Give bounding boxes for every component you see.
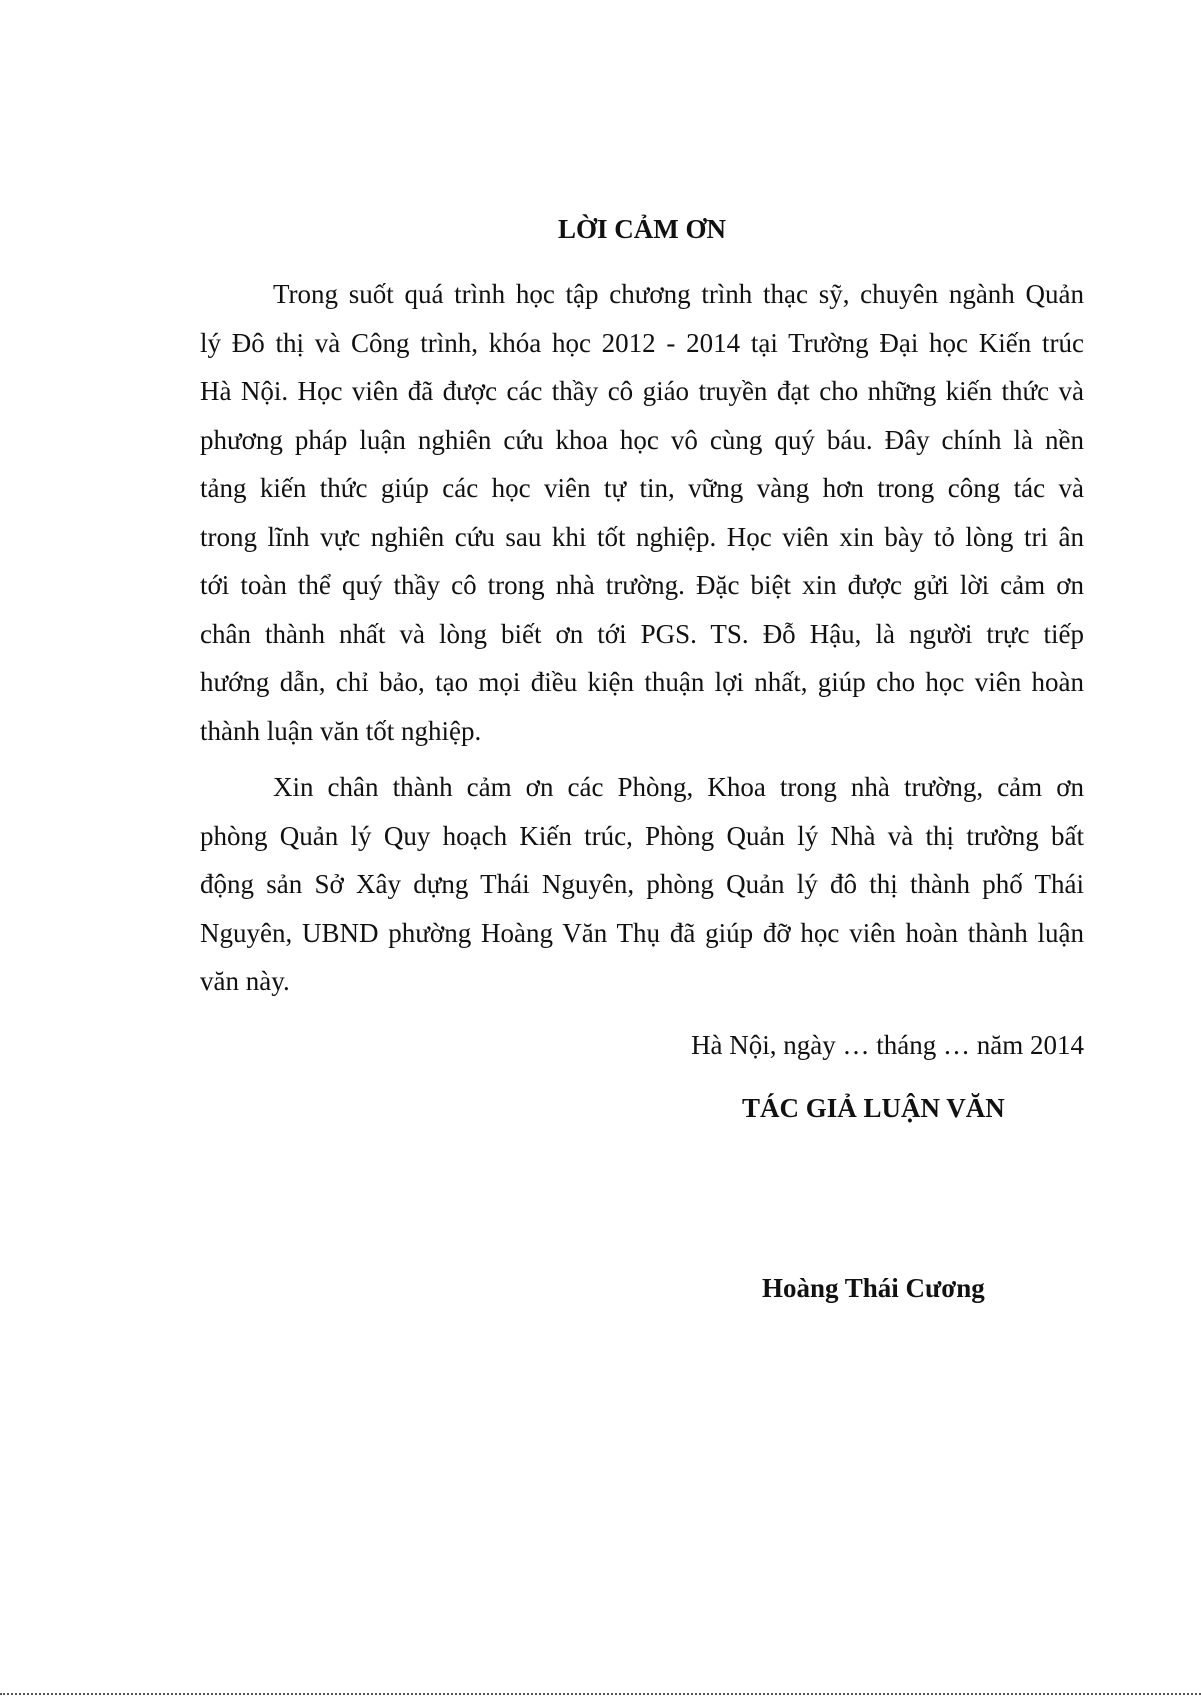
paragraph-line: hướng dẫn, chỉ bảo, tạo mọi điều kiện thuận lợi nhất, giúp cho học viên hoàn: [200, 667, 1084, 697]
paragraph-1: [200, 270, 1084, 755]
paragraph-line: Trong suốt quá trình học tập chương trình thạc sỹ, chuyên ngành Quản: [273, 279, 1084, 309]
paragraph-line: lý Đô thị và Công trình, khóa học 2012 - 2014 tại Trường Đại học Kiến trúc: [200, 327, 1084, 358]
paragraph-line: thành luận văn tốt nghiệp.: [200, 715, 482, 746]
paragraph-line: phòng Quản lý Quy hoạch Kiến trúc, Phòng Quản lý Nhà và thị trường bất: [200, 820, 1084, 851]
paragraph-line: văn này.: [200, 966, 290, 996]
author-label: TÁC GIẢ LUẬN VĂN: [742, 1093, 1005, 1123]
paragraph-line: tới toàn thể quý thầy cô trong nhà trường. Đặc biệt xin được gửi lời cảm ơn: [200, 570, 1084, 600]
page-title: LỜI CẢM ƠN: [558, 214, 726, 244]
paragraph-line: phương pháp luận nghiên cứu khoa học vô cùng quý báu. Đây chính là nền: [200, 424, 1084, 455]
bottom-divider: [0, 1693, 1201, 1695]
paragraph-line: tảng kiến thức giúp các học viên tự tin, vững vàng hơn trong công tác và: [200, 473, 1084, 503]
paragraph-2: [200, 763, 1084, 1006]
paragraph-line: Xin chân thành cảm ơn các Phòng, Khoa trong nhà trường, cảm ơn: [273, 772, 1084, 802]
paragraph-line: Nguyên, UBND phường Hoàng Văn Thụ đã giúp đỡ học viên hoàn thành luận: [200, 917, 1084, 948]
paragraph-line: động sản Sở Xây dựng Thái Nguyên, phòng Quản lý đô thị thành phố Thái: [200, 869, 1084, 899]
date-line: Hà Nội, ngày … tháng … năm 2014: [691, 1030, 1084, 1060]
paragraph-line: Hà Nội. Học viên đã được các thầy cô giáo truyền đạt cho những kiến thức và: [200, 376, 1084, 406]
paragraph-line: trong lĩnh vực nghiên cứu sau khi tốt nghiệp. Học viên xin bày tỏ lòng tri ân: [200, 521, 1084, 552]
author-name: Hoàng Thái Cương: [762, 1273, 985, 1303]
paragraph-line: chân thành nhất và lòng biết ơn tới PGS. TS. Đỗ Hậu, là người trực tiếp: [200, 618, 1084, 649]
